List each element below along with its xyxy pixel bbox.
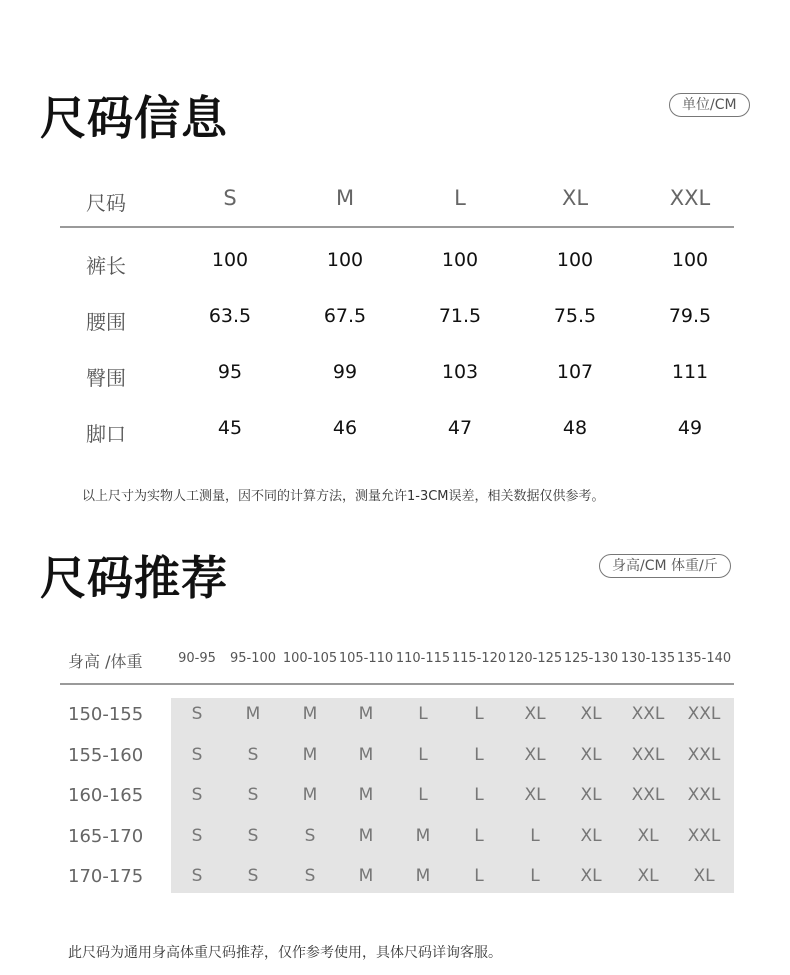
recommended-size-cell: M xyxy=(358,745,374,765)
measurement-value: 75.5 xyxy=(553,305,597,327)
recommended-size-cell: M xyxy=(245,704,261,724)
recommended-size-cell: L xyxy=(474,785,484,805)
size-recommend-unit-badge: 身高/CM 体重/斤 xyxy=(599,554,731,578)
measurement-value: 95 xyxy=(217,361,243,383)
recommended-size-cell: XL xyxy=(524,745,546,765)
height-row-label: 165-170 xyxy=(68,826,144,847)
height-row-label: 150-155 xyxy=(68,704,144,725)
weight-column-header: 130-135 xyxy=(620,651,676,666)
measurement-label: 裤长 xyxy=(86,254,126,278)
weight-column-header: 135-140 xyxy=(676,651,732,666)
weight-column-header: 95-100 xyxy=(229,651,277,666)
measurement-value: 71.5 xyxy=(438,305,482,327)
height-row-label: 160-165 xyxy=(68,785,144,806)
recommended-size-cell: S xyxy=(247,826,259,846)
recommended-size-cell: S xyxy=(304,866,316,886)
measurement-value: 45 xyxy=(217,417,243,439)
size-info-header-label: 尺码 xyxy=(86,191,126,215)
size-info-unit-badge: 单位/CM xyxy=(669,93,750,117)
recommended-size-cell: XXL xyxy=(631,785,665,805)
recommended-size-cell: M xyxy=(415,826,431,846)
recommended-size-cell: L xyxy=(474,826,484,846)
recommended-size-cell: XL xyxy=(524,785,546,805)
recommended-size-cell: S xyxy=(191,826,203,846)
weight-column-header: 120-125 xyxy=(507,651,563,666)
recommended-size-cell: XL xyxy=(580,785,602,805)
weight-column-header: 100-105 xyxy=(282,651,338,666)
recommended-size-cell: S xyxy=(247,745,259,765)
recommended-size-cell: S xyxy=(247,785,259,805)
measurement-value: 67.5 xyxy=(323,305,367,327)
size-info-header-divider xyxy=(60,226,734,228)
height-row-label: 170-175 xyxy=(68,866,144,887)
measurement-value: 47 xyxy=(447,417,473,439)
recommended-size-cell: XL xyxy=(580,704,602,724)
measurement-label: 腰围 xyxy=(86,310,126,334)
recommended-size-cell: XXL xyxy=(687,704,721,724)
recommended-size-cell: S xyxy=(304,826,316,846)
weight-column-header: 110-115 xyxy=(395,651,451,666)
recommended-size-cell: XL xyxy=(524,704,546,724)
size-column-header: L xyxy=(454,186,466,210)
recommended-size-cell: M xyxy=(415,866,431,886)
recommended-size-cell: M xyxy=(302,745,318,765)
measurement-value: 100 xyxy=(211,249,249,271)
recommended-size-cell: L xyxy=(474,866,484,886)
size-column-header: XXL xyxy=(669,186,711,210)
weight-column-header: 115-120 xyxy=(451,651,507,666)
weight-column-header: 125-130 xyxy=(563,651,619,666)
recommended-size-cell: XXL xyxy=(631,704,665,724)
weight-column-header: 105-110 xyxy=(338,651,394,666)
recommended-size-cell: S xyxy=(247,866,259,886)
recommended-size-cell: L xyxy=(418,745,428,765)
recommended-size-cell: M xyxy=(302,785,318,805)
recommended-size-cell: M xyxy=(358,785,374,805)
recommended-size-cell: XXL xyxy=(687,785,721,805)
recommended-size-cell: L xyxy=(474,745,484,765)
measurement-value: 100 xyxy=(441,249,479,271)
recommended-size-cell: XL xyxy=(580,826,602,846)
size-column-header: S xyxy=(223,186,237,210)
recommended-size-cell: S xyxy=(191,866,203,886)
recommended-size-cell: L xyxy=(530,826,540,846)
measurement-value: 103 xyxy=(441,361,479,383)
size-info-note: 以上尺寸为实物人工测量，因不同的计算方法，测量允许1-3CM误差，相关数据仅供参考。 xyxy=(82,489,605,504)
measurement-label: 脚口 xyxy=(86,422,126,446)
recommended-size-cell: XXL xyxy=(687,745,721,765)
size-column-header: M xyxy=(335,186,355,210)
recommended-size-cell: L xyxy=(474,704,484,724)
size-info-title: 尺码信息 xyxy=(40,91,228,145)
measurement-value: 100 xyxy=(326,249,364,271)
measurement-value: 100 xyxy=(671,249,709,271)
recommended-size-cell: XXL xyxy=(687,826,721,846)
recommended-size-cell: M xyxy=(358,826,374,846)
recommended-size-cell: XL xyxy=(580,745,602,765)
measurement-value: 46 xyxy=(332,417,358,439)
recommend-header-label: 身高 /体重 xyxy=(68,652,143,671)
size-recommend-note: 此尺码为通用身高体重尺码推荐，仅作参考使用，具体尺码详询客服。 xyxy=(68,945,502,961)
measurement-label: 臀围 xyxy=(86,366,126,390)
recommended-size-cell: XL xyxy=(693,866,715,886)
size-recommend-title: 尺码推荐 xyxy=(40,551,228,605)
recommended-size-cell: L xyxy=(418,704,428,724)
recommended-size-cell: M xyxy=(358,704,374,724)
recommended-size-cell: S xyxy=(191,785,203,805)
measurement-value: 111 xyxy=(671,361,709,383)
recommended-size-cell: M xyxy=(358,866,374,886)
recommend-header-divider xyxy=(60,683,734,685)
measurement-value: 100 xyxy=(556,249,594,271)
recommended-size-cell: XXL xyxy=(631,745,665,765)
recommended-size-cell: XL xyxy=(580,866,602,886)
size-column-header: XL xyxy=(561,186,589,210)
measurement-value: 107 xyxy=(556,361,594,383)
recommended-size-cell: XL xyxy=(637,826,659,846)
measurement-value: 49 xyxy=(677,417,703,439)
measurement-value: 48 xyxy=(562,417,588,439)
recommended-size-cell: L xyxy=(418,785,428,805)
measurement-value: 99 xyxy=(332,361,358,383)
measurement-value: 79.5 xyxy=(668,305,712,327)
recommended-size-cell: XL xyxy=(637,866,659,886)
recommended-size-cell: S xyxy=(191,745,203,765)
weight-column-header: 90-95 xyxy=(178,651,216,666)
recommended-size-cell: S xyxy=(191,704,203,724)
measurement-value: 63.5 xyxy=(208,305,252,327)
height-row-label: 155-160 xyxy=(68,745,144,766)
recommended-size-cell: L xyxy=(530,866,540,886)
recommended-size-cell: M xyxy=(302,704,318,724)
